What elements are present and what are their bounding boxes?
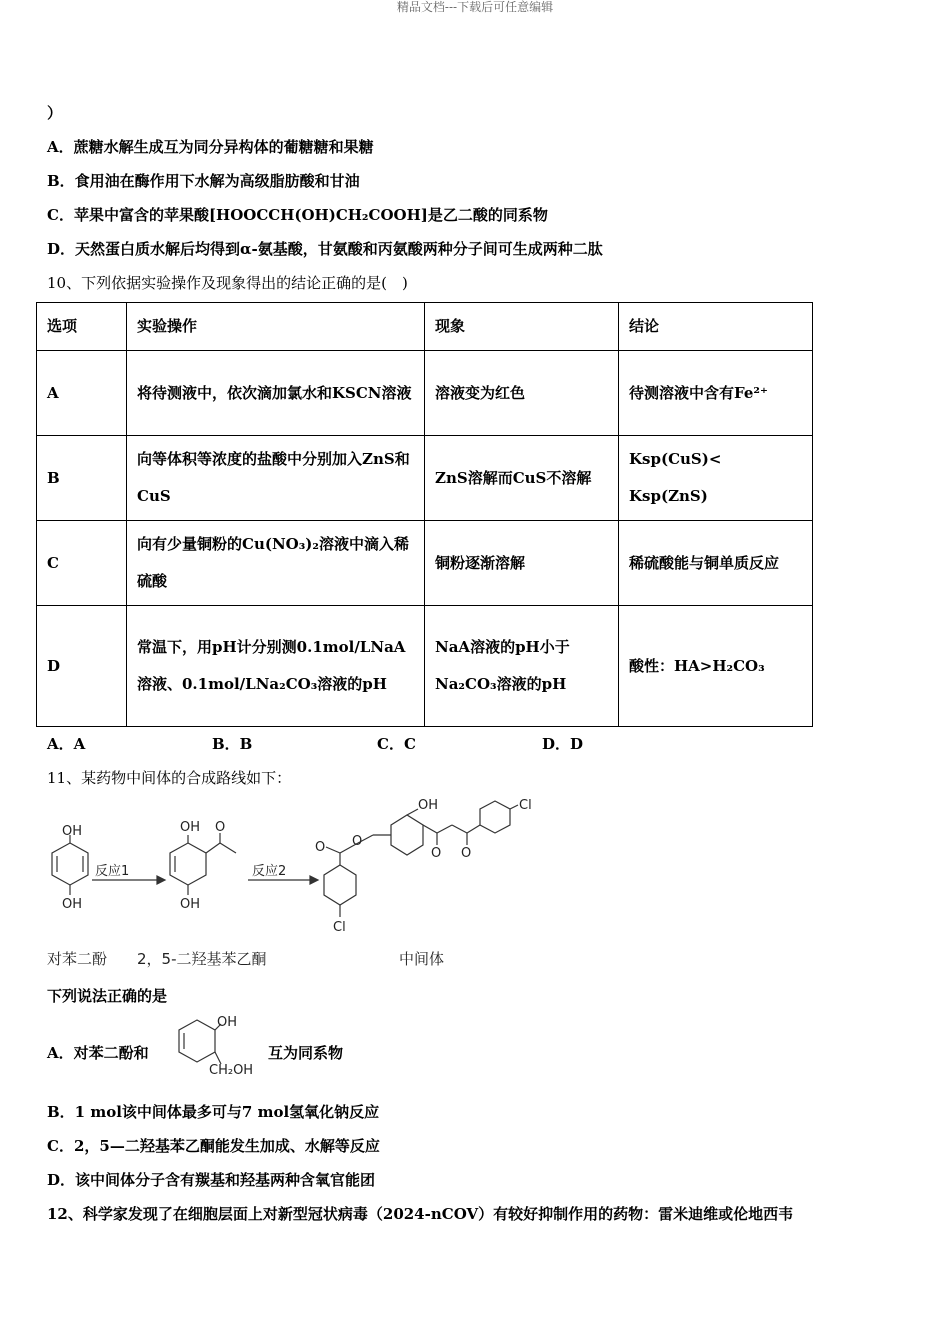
bond (510, 805, 518, 809)
table-cell-observation: 铜粉逐渐溶解 (425, 521, 619, 606)
q11-option-a-prefix[interactable]: A．对苯二酚和 (47, 1044, 149, 1062)
q10-answer-b[interactable]: B．B (212, 735, 253, 753)
chlorine-label: Cl (519, 798, 532, 813)
table-cell-operation: 将待测液中，依次滴加氯水和KSCN溶液 (127, 351, 425, 436)
hydroxyl-label: OH (418, 798, 439, 813)
chlorine-label: Cl (333, 920, 346, 935)
table-row (37, 606, 813, 727)
table-row (37, 436, 813, 521)
table-cell-conclusion: 稀硫酸能与铜单质反应 (619, 521, 813, 606)
arrow-head (310, 876, 318, 884)
q11-option-c[interactable]: C．2，5—二羟基苯乙酮能发生加成、水解等反应 (47, 1137, 380, 1155)
q9-option-d[interactable]: D．天然蛋白质水解后均得到α-氨基酸，甘氨酸和丙氨酸两种分子间可生成两种二肽 (47, 240, 603, 258)
bond (220, 843, 236, 853)
table-cell-conclusion: 酸性：HA>H₂CO₃ (619, 606, 813, 727)
table-header-row (37, 303, 813, 351)
hydroxyl-label: OH (180, 897, 201, 912)
table-cell-conclusion: Ksp(CuS)< Ksp(ZnS) (619, 436, 813, 521)
carbonyl-oxygen-label: O (431, 846, 442, 861)
label-dihydroxyacetophenone: 2，5-二羟基苯乙酮 (137, 950, 267, 968)
hydroxyl-label: OH (180, 820, 201, 835)
table-cell-option: D (37, 606, 127, 727)
table-header-cell: 实验操作 (127, 303, 425, 351)
carbonyl-oxygen-label: O (461, 846, 472, 861)
arrow-head (157, 876, 165, 884)
table-header-cell: 选项 (37, 303, 127, 351)
table-cell-observation: ZnS溶解而CuS不溶解 (425, 436, 619, 521)
table-cell-observation: NaA溶液的pH小于Na₂CO₃溶液的pH (425, 606, 619, 727)
central-ring (391, 815, 423, 855)
q12-stem: 12、科学家发现了在细胞层面上对新型冠状病毒（2024-nCOV）有较好抑制作用的药物：雷米迪维或伦地西韦 (47, 1205, 794, 1223)
bond (423, 825, 437, 833)
q11-option-d[interactable]: D．该中间体分子含有羰基和羟基两种含氧官能团 (47, 1171, 376, 1189)
q9-option-c[interactable]: C．苹果中富含的苹果酸[HOOCCH(OH)CH₂COOH]是乙二酸的同系物 (47, 206, 548, 224)
chlorophenyl-ring (480, 801, 510, 833)
q11-option-b[interactable]: B．1 mol该中间体最多可与7 mol氢氧化钠反应 (47, 1103, 380, 1121)
table-cell-operation: 常温下，用pH计分别测0.1mol/LNaA溶液、0.1mol/LNa₂CO₃溶液的pH (127, 606, 425, 727)
bond (467, 825, 480, 833)
carbonyl-oxygen-label: O (315, 840, 326, 855)
q10-answer-d[interactable]: D．D (542, 735, 584, 753)
bond (437, 825, 452, 833)
bond (452, 825, 467, 833)
q10-stem: 10、下列依据实验操作及现象得出的结论正确的是( ) (47, 274, 408, 292)
arrow-label: 反应1 (95, 864, 130, 879)
hydroxyl-label: OH (62, 824, 83, 839)
page-header: 精品文档---下载后可任意编辑 (396, 0, 554, 14)
table-header-cell: 结论 (619, 303, 813, 351)
q11-stem: 11、某药物中间体的合成路线如下： (47, 769, 292, 787)
table-cell-option: C (37, 521, 127, 606)
synthesis-route-diagram (40, 795, 540, 945)
hydroxybenzyl-alcohol-structure (157, 1012, 272, 1082)
bond (326, 847, 340, 853)
table-cell-option: B (37, 436, 127, 521)
table-cell-operation: 向有少量铜粉的Cu(NO₃)₂溶液中滴入稀硫酸 (127, 521, 425, 606)
label-intermediate: 中间体 (399, 950, 445, 968)
carbonyl-oxygen-label: O (215, 820, 226, 835)
table-cell-observation: 溶液变为红色 (425, 351, 619, 436)
table-cell-operation: 向等体积等浓度的盐酸中分别加入ZnS和CuS (127, 436, 425, 521)
bond (206, 843, 220, 853)
arrow-label: 反应2 (252, 864, 287, 879)
table-row (37, 351, 813, 436)
table-row (37, 521, 813, 606)
hydroxymethyl-label: CH₂OH (209, 1063, 254, 1078)
q9-stem-tail: ） (47, 104, 63, 122)
bond (407, 809, 418, 815)
hydroxyl-label: OH (217, 1015, 238, 1030)
q10-answer-a[interactable]: A．A (47, 735, 86, 753)
label-hydroquinone: 对苯二酚 (47, 950, 108, 968)
q10-table (36, 302, 813, 727)
q9-option-b[interactable]: B．食用油在酶作用下水解为高级脂肪酸和甘油 (47, 172, 360, 190)
table-cell-option: A (37, 351, 127, 436)
q10-answer-c[interactable]: C．C (377, 735, 416, 753)
table-header-cell: 现象 (425, 303, 619, 351)
q11-option-a-suffix: 互为同系物 (268, 1044, 344, 1062)
table-cell-conclusion: 待测溶液中含有Fe²⁺ (619, 351, 813, 436)
hydroxyl-label: OH (62, 897, 83, 912)
ester-oxygen-label: O (352, 834, 363, 849)
chlorobenzoyl-ring (324, 865, 356, 905)
q9-option-a[interactable]: A．蔗糖水解生成互为同分异构体的葡糖糖和果糖 (47, 138, 374, 156)
q11-prompt: 下列说法正确的是 (47, 987, 168, 1005)
